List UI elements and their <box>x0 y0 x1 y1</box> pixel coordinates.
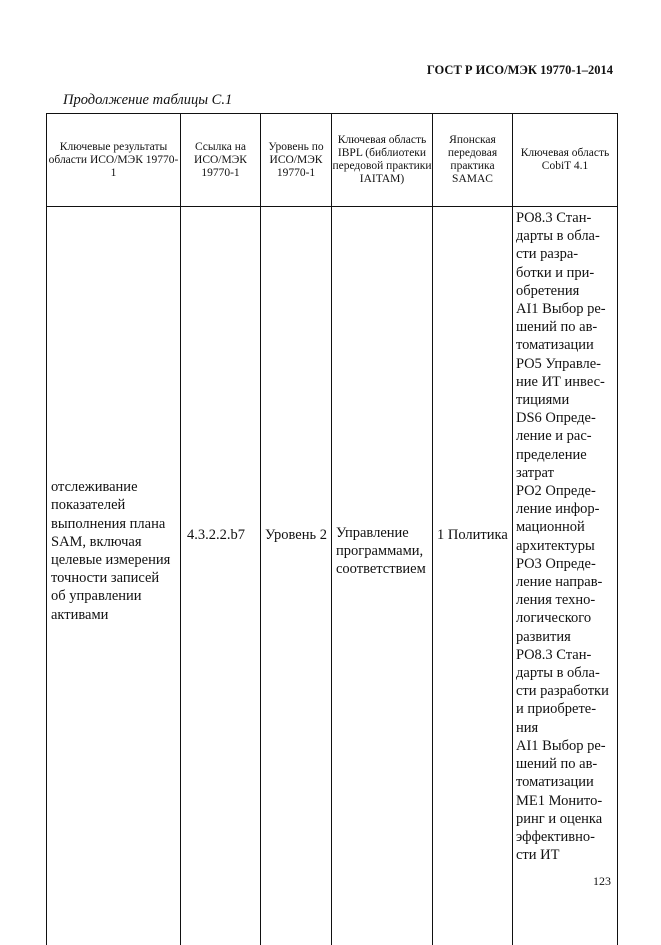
standard-designation: ГОСТ Р ИСО/МЭК 19770-1–2014 <box>427 63 613 78</box>
cobit-line: AI1 Выбор ре- <box>516 300 614 318</box>
col-header-cobit: Ключевая область CobiT 4.1 <box>513 114 618 207</box>
cobit-line: пределение <box>516 446 614 464</box>
cell-reference <box>181 207 261 945</box>
col-header-samac: Японская передовая практика SAMAC <box>433 114 513 207</box>
cobit-line: дарты в обла- <box>516 664 614 682</box>
cobit-line: ние ИТ инвес- <box>516 373 614 391</box>
cobit-line: PO3 Опреде- <box>516 555 614 573</box>
cobit-line: томатизации <box>516 336 614 354</box>
cobit-line: эффективно- <box>516 828 614 846</box>
cobit-line: DS6 Опреде- <box>516 409 614 427</box>
cobit-line: логического <box>516 609 614 627</box>
result-text: отслеживание показателей выполнения плана SAM, включая целевые измерения точности записей об управлении активами <box>47 478 180 624</box>
cobit-line: архитектуры <box>516 537 614 555</box>
cobit-line: ление инфор- <box>516 500 614 518</box>
cobit-line: сти разработки <box>516 682 614 700</box>
reference-text: 4.3.2.2.b7 <box>181 526 260 544</box>
cell-samac <box>433 207 513 945</box>
comparison-table <box>46 113 618 945</box>
cobit-line: ботки и при- <box>516 264 614 282</box>
cell-ibpl <box>332 207 433 945</box>
cobit-line: ния <box>516 719 614 737</box>
col-header-results: Ключевые результаты области ИСО/МЭК 19770-1 <box>47 114 181 207</box>
ibpl-text: Управление программами, соответствием <box>332 524 432 579</box>
cobit-line: томатизации <box>516 773 614 791</box>
cobit-line: дарты в обла- <box>516 227 614 245</box>
cobit-line: шений по ав- <box>516 318 614 336</box>
cobit-line: ление и рас- <box>516 427 614 445</box>
samac-text: 1 Политика <box>433 526 512 544</box>
cobit-line: ME1 Монито- <box>516 792 614 810</box>
cobit-line: ление направ- <box>516 573 614 591</box>
cobit-line: затрат <box>516 464 614 482</box>
col-header-level: Уровень по ИСО/МЭК 19770-1 <box>261 114 332 207</box>
col-header-reference: Ссылка на ИСО/МЭК 19770-1 <box>181 114 261 207</box>
cobit-line: обретения <box>516 282 614 300</box>
cobit-line: развития <box>516 628 614 646</box>
cobit-line: PO5 Управле- <box>516 355 614 373</box>
cell-result <box>47 207 181 945</box>
cobit-line: шений по ав- <box>516 755 614 773</box>
cobit-line: ления техно- <box>516 591 614 609</box>
cobit-line: сти разра- <box>516 245 614 263</box>
cobit-text <box>513 207 617 864</box>
table-row <box>47 207 618 945</box>
cobit-line: AI1 Выбор ре- <box>516 737 614 755</box>
cobit-line: PO8.3 Стан- <box>516 646 614 664</box>
cell-level <box>261 207 332 945</box>
table-header-row <box>47 114 618 207</box>
table-continuation-caption: Продолжение таблицы С.1 <box>63 92 232 109</box>
cobit-line: ринг и оценка <box>516 810 614 828</box>
page-number: 123 <box>593 874 611 889</box>
level-text: Уровень 2 <box>261 526 331 544</box>
col-header-ibpl: Ключевая область IBPL (библиотеки передовой практики IAITAM) <box>332 114 433 207</box>
cobit-line: тициями <box>516 391 614 409</box>
cell-cobit <box>513 207 618 945</box>
cobit-line: PO8.3 Стан- <box>516 209 614 227</box>
cobit-line: сти ИТ <box>516 846 614 864</box>
cobit-line: мационной <box>516 518 614 536</box>
cobit-line: и приобрете- <box>516 700 614 718</box>
cobit-line: PO2 Опреде- <box>516 482 614 500</box>
